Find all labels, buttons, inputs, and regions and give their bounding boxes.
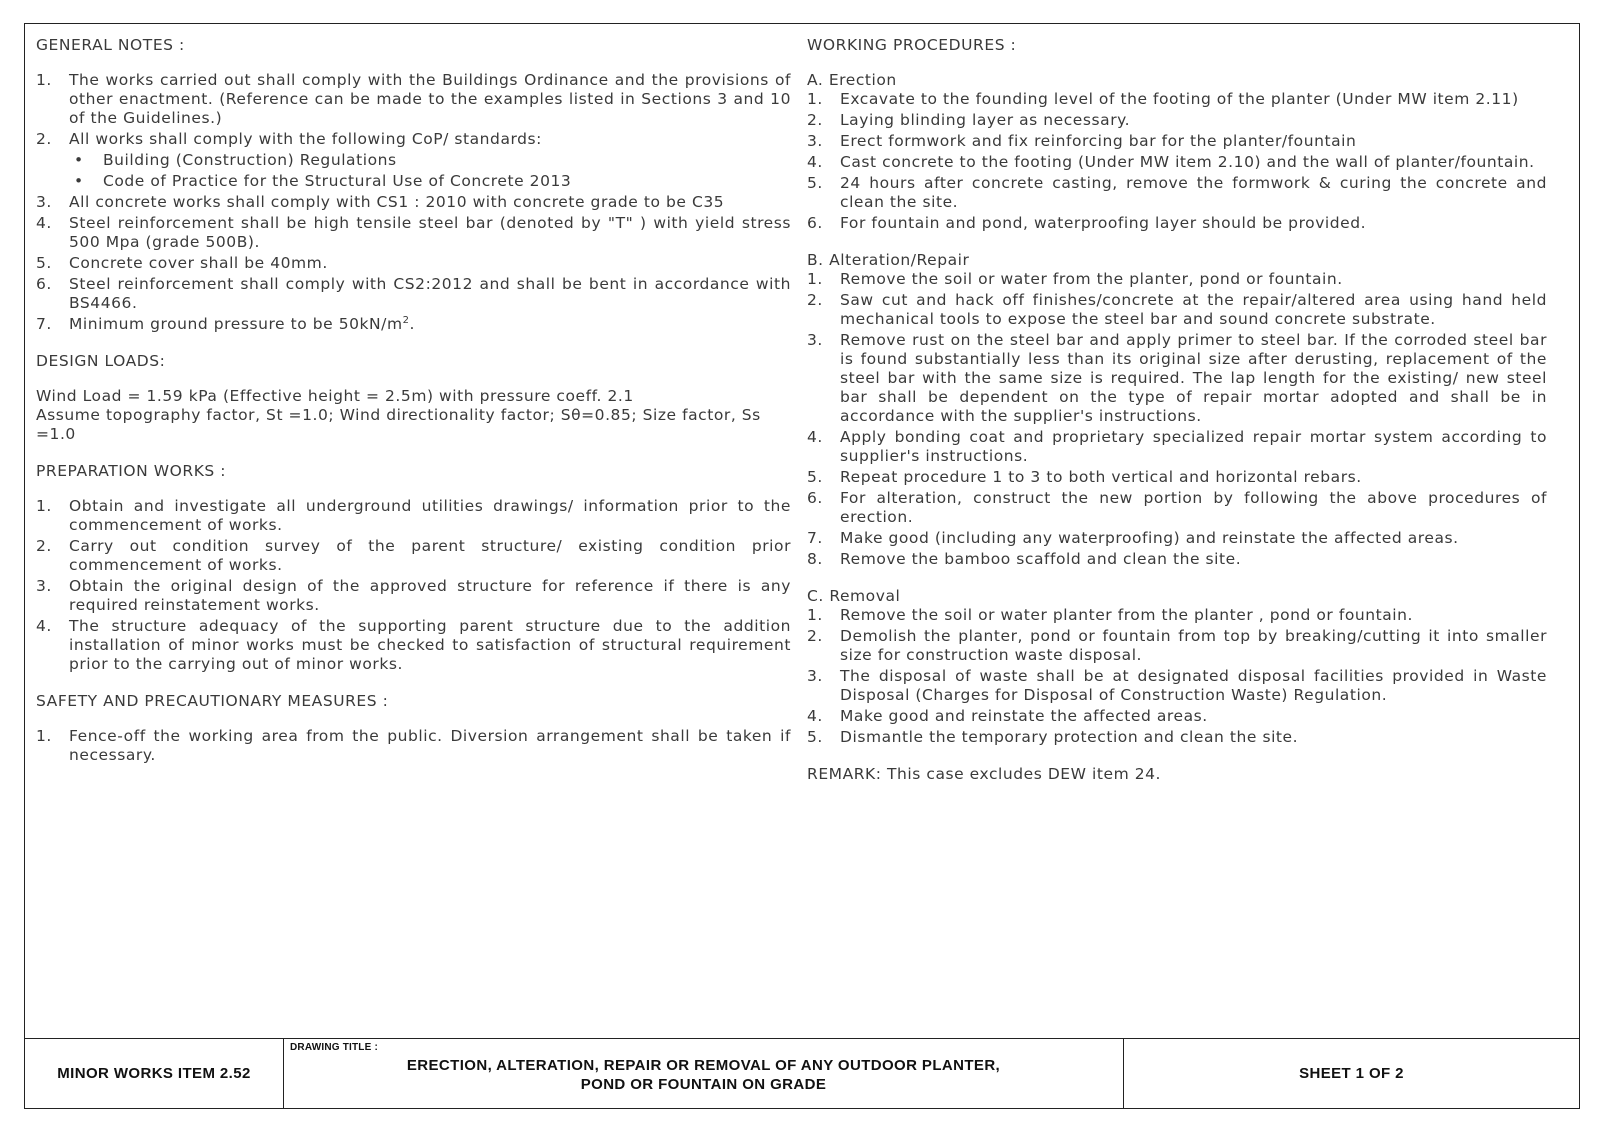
item-number: 5. (807, 468, 823, 486)
safety-section (36, 692, 791, 765)
note-item (36, 130, 791, 149)
removal-heading: C. Removal (807, 587, 901, 605)
note-item (36, 193, 791, 212)
item-text: Excavate to the founding level of the footing of the planter (Under MW item 2.11) (840, 90, 1519, 108)
item-number: 4. (807, 707, 823, 725)
design-load-line: Assume topography factor, St =1.0; Wind directionality factor; Sθ=0.85; Size factor, Ss =1.0 (36, 406, 761, 443)
procedure-item (807, 153, 1547, 172)
item-text: Minimum ground pressure to be 50kN/m (69, 315, 403, 333)
item-number: 4. (807, 428, 823, 446)
removal-section (807, 587, 1547, 747)
item-number: 7. (36, 315, 52, 333)
item-text: Saw cut and hack off finishes/concrete at the repair/altered area using hand held mechanical tools to expose the steel bar and sound concrete substrate. (840, 291, 1547, 328)
item-number: 2. (36, 130, 52, 148)
item-number: 4. (36, 617, 52, 635)
item-number: 4. (36, 214, 52, 232)
item-number: 2. (807, 627, 823, 645)
item-number: 1. (807, 90, 823, 108)
drawing-title-line: POND OR FOUNTAIN ON GRADE (580, 1076, 827, 1093)
item-text: Laying blinding layer as necessary. (840, 111, 1131, 129)
item-number: 7. (807, 529, 823, 547)
item-text: Remove the soil or water planter from the planter , pond or fountain. (840, 606, 1414, 624)
design-loads-section (36, 352, 791, 444)
item-text: Make good and reinstate the affected areas. (840, 707, 1208, 725)
left-column (36, 36, 791, 783)
item-text: Remove rust on the steel bar and apply primer to steel bar. If the corroded steel bar is found substantially less than its original size after derusting, replacement of the steel bar with the same size is required. The lap length for the existing/ new steel bar shall be dependent on the type of repair mortar adopted and shall be in accordance with the supplier's instructions. (840, 331, 1547, 425)
item-text: For alteration, construct the new portion by following the above procedures of erection. (840, 489, 1547, 526)
drawing-title-line: ERECTION, ALTERATION, REPAIR OR REMOVAL OF ANY OUTDOOR PLANTER, (406, 1057, 1001, 1074)
procedure-item (807, 468, 1547, 487)
safety-heading: SAFETY AND PRECAUTIONARY MEASURES : (36, 692, 389, 710)
item-number: 2. (807, 291, 823, 309)
item-text: Obtain the original design of the approved structure for reference if there is any required reinstatement works. (69, 577, 791, 614)
procedure-item (807, 132, 1547, 151)
design-loads-heading: DESIGN LOADS: (36, 352, 166, 370)
item-text: The works carried out shall comply with the Buildings Ordinance and the provisions of other enactment. (Reference can be made to the examples listed in Sections 3 and 10 of the Guidelines.) (69, 71, 791, 127)
drawing-sheet (24, 23, 1580, 1109)
drawing-title-label: DRAWING TITLE : (290, 1042, 378, 1053)
procedure-item (807, 174, 1547, 212)
item-number: 1. (36, 727, 52, 745)
safety-item (36, 727, 791, 765)
item-number: 2. (36, 537, 52, 555)
general-notes-section (36, 36, 791, 334)
item-text: All concrete works shall comply with CS1 : 2010 with concrete grade to be C35 (69, 193, 725, 211)
item-number: 1. (807, 606, 823, 624)
preparation-works-section (36, 462, 791, 674)
drawing-title (284, 1056, 1123, 1094)
prep-item (36, 537, 791, 575)
item-number: 1. (36, 71, 52, 89)
item-number: 5. (807, 174, 823, 192)
note-item (36, 275, 791, 313)
note-item (36, 315, 791, 334)
procedure-item (807, 111, 1547, 130)
item-text: Demolish the planter, pond or fountain from top by breaking/cutting it into smaller size for construction waste disposal. (840, 627, 1547, 664)
item-text: The disposal of waste shall be at designated disposal facilities provided in Waste Disposal (Charges for Disposal of Construction Waste) Regulation. (840, 667, 1547, 704)
item-text: Remove the soil or water from the planter, pond or fountain. (840, 270, 1343, 288)
item-text: Concrete cover shall be 40mm. (69, 254, 328, 272)
item-text: 24 hours after concrete casting, remove the formwork & curing the concrete and clean the site. (840, 174, 1547, 211)
item-number: 6. (36, 275, 52, 293)
prep-item (36, 577, 791, 615)
item-number: 3. (36, 193, 52, 211)
procedure-item (807, 428, 1547, 466)
general-notes-heading: GENERAL NOTES : (36, 36, 185, 54)
procedure-item (807, 606, 1547, 625)
item-text: Steel reinforcement shall comply with CS2:2012 and shall be bent in accordance with BS4466. (69, 275, 791, 312)
procedure-item (807, 707, 1547, 726)
item-text: Erect formwork and fix reinforcing bar for the planter/fountain (840, 132, 1357, 150)
note-item (36, 71, 791, 128)
procedure-item (807, 529, 1547, 548)
bullet-item: • Code of Practice for the Structural Use of Concrete 2013 (36, 172, 791, 191)
item-text: Obtain and investigate all underground utilities drawings/ information prior to the commencement of works. (69, 497, 791, 534)
item-number: 3. (807, 667, 823, 685)
item-number: 1. (36, 497, 52, 515)
item-text: Remove the bamboo scaffold and clean the site. (840, 550, 1242, 568)
sheet-number: SHEET 1 OF 2 (1299, 1065, 1404, 1082)
item-text: Make good (including any waterproofing) and reinstate the affected areas. (840, 529, 1459, 547)
item-number: 6. (807, 214, 823, 232)
item-text: Cast concrete to the footing (Under MW item 2.10) and the wall of planter/fountain. (840, 153, 1535, 171)
title-block (25, 1038, 1579, 1108)
note-item (36, 214, 791, 252)
procedure-item (807, 667, 1547, 705)
item-text: The structure adequacy of the supporting parent structure due to the addition installation of minor works must be checked to satisfaction of structural requirement prior to the carrying out of minor works. (69, 617, 791, 673)
erection-section (807, 71, 1547, 233)
note-item (36, 254, 791, 273)
item-number: 5. (807, 728, 823, 746)
item-number: 8. (807, 550, 823, 568)
remark: REMARK: This case excludes DEW item 24. (807, 765, 1162, 783)
bullet-item: • Building (Construction) Regulations (36, 151, 791, 170)
alteration-section (807, 251, 1547, 569)
procedure-item (807, 214, 1547, 233)
procedure-item (807, 291, 1547, 329)
item-number: 3. (36, 577, 52, 595)
preparation-works-heading: PREPARATION WORKS : (36, 462, 227, 480)
prep-item (36, 497, 791, 535)
procedure-item (807, 728, 1547, 747)
procedure-item (807, 90, 1547, 109)
working-procedures-heading: WORKING PROCEDURES : (807, 36, 1017, 54)
item-text: Steel reinforcement shall be high tensile steel bar (denoted by "T" ) with yield stress 500 Mpa (grade 500B). (69, 214, 791, 251)
erection-heading: A. Erection (807, 71, 897, 89)
item-number: 6. (807, 489, 823, 507)
procedure-item (807, 550, 1547, 569)
item-text-end: . (409, 315, 416, 333)
item-text: For fountain and pond, waterproofing layer should be provided. (840, 214, 1367, 232)
drawing-title-cell (284, 1039, 1124, 1108)
item-text: Apply bonding coat and proprietary specialized repair mortar system according to supplier's instructions. (840, 428, 1547, 465)
item-text: All works shall comply with the following CoP/ standards: (69, 130, 542, 148)
prep-item (36, 617, 791, 674)
item-number: 1. (807, 270, 823, 288)
item-number: 4. (807, 153, 823, 171)
procedure-item (807, 270, 1547, 289)
alteration-heading: B. Alteration/Repair (807, 251, 970, 269)
minor-works-item: MINOR WORKS ITEM 2.52 (25, 1039, 284, 1108)
item-text: Carry out condition survey of the parent structure/ existing condition prior commencement of works. (69, 537, 791, 574)
item-number: 5. (36, 254, 52, 272)
procedure-item (807, 331, 1547, 426)
item-number: 3. (807, 331, 823, 349)
design-load-line: Wind Load = 1.59 kPa (Effective height = 2.5m) with pressure coeff. 2.1 (36, 387, 634, 405)
procedure-item (807, 627, 1547, 665)
item-number: 2. (807, 111, 823, 129)
right-column (807, 36, 1547, 784)
item-text: Repeat procedure 1 to 3 to both vertical and horizontal rebars. (840, 468, 1362, 486)
item-number: 3. (807, 132, 823, 150)
item-text: Dismantle the temporary protection and clean the site. (840, 728, 1299, 746)
procedure-item (807, 489, 1547, 527)
superscript: 2 (402, 314, 410, 326)
item-text: Fence-off the working area from the public. Diversion arrangement shall be taken if necessary. (69, 727, 791, 764)
